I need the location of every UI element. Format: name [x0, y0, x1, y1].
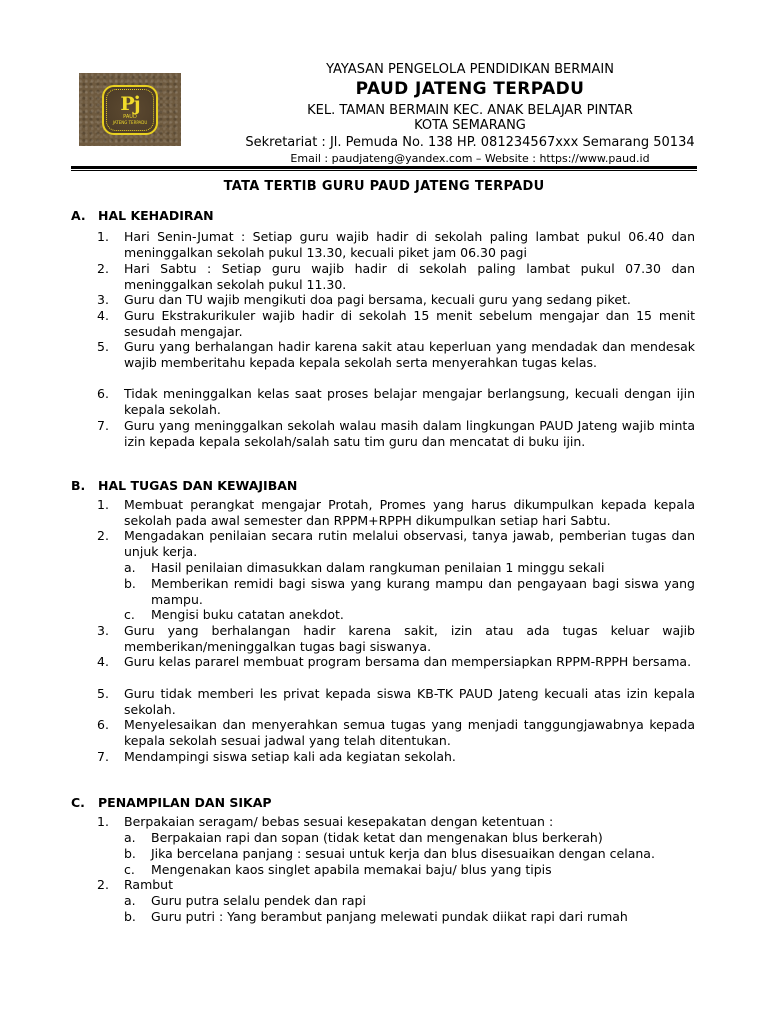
section-letter: C. [71, 795, 85, 810]
letterhead-city: KOTA SEMARANG [414, 118, 526, 133]
section-title: HAL TUGAS DAN KEWAJIBAN [98, 478, 298, 493]
sub-item-text: Mengenakan kaos singlet apabila memakai baju/ blus yang tipis [151, 862, 552, 877]
item-text: Guru Ekstrakurikuler wajib hadir di sekolah 15 menit sebelum mengajar dan 15 menit sesudah mengajar. [124, 308, 695, 339]
sub-item-text: Guru putri : Yang berambut panjang melewati pundak diikat rapi dari rumah [151, 909, 628, 924]
list-item [97, 339, 695, 370]
header-divider-thin [71, 170, 697, 171]
list-item [97, 261, 695, 292]
list-item [97, 418, 695, 449]
section-heading [71, 795, 272, 810]
section-title: PENAMPILAN DAN SIKAP [98, 795, 272, 810]
letterhead-secretariat: Sekretariat : Jl. Pemuda No. 138 HP. 081234567xxx Semarang 50134 [245, 135, 695, 150]
item-number: 1. [97, 229, 109, 244]
list-item [97, 623, 695, 654]
list-item [97, 686, 695, 717]
sub-item [124, 909, 695, 925]
section-title: HAL KEHADIRAN [98, 208, 214, 223]
list-item [97, 292, 695, 308]
item-number: 1. [97, 497, 109, 512]
school-logo [79, 73, 181, 146]
list-item [97, 497, 695, 528]
header-divider-thick [71, 166, 697, 169]
list-item [97, 386, 695, 417]
sub-item-letter: b. [124, 576, 136, 591]
list-item [97, 654, 695, 670]
item-text: Hari Sabtu : Setiap guru wajib hadir di sekolah paling lambat pukul 07.30 dan meninggalkan sekolah pukul 11.30. [124, 261, 695, 292]
logo-mark: Pj [120, 92, 140, 115]
item-text: Berpakaian seragam/ bebas sesuai kesepakatan dengan ketentuan : [124, 814, 554, 829]
sub-item-letter: c. [124, 607, 135, 622]
item-text: Rambut [124, 877, 174, 892]
list-item [97, 814, 695, 830]
item-number: 6. [97, 717, 109, 732]
sub-item [124, 830, 695, 846]
list-item [97, 528, 695, 559]
list-item [97, 717, 695, 748]
item-text: Guru yang berhalangan hadir karena sakit, izin atau ada tugas keluar wajib memberikan/meninggalkan tugas bagi siswanya. [124, 623, 695, 654]
section-heading [71, 478, 297, 493]
item-text: Guru yang meninggalkan sekolah walau masih dalam lingkungan PAUD Jateng wajib minta izin kepada kepala sekolah/salah satu tim guru dan mencatat di buku ijin. [124, 418, 695, 449]
logo-subtext: PAUD [123, 113, 137, 120]
item-text: Menyelesaikan dan menyerahkan semua tugas yang menjadi tanggungjawabnya kepada kepala sekolah sesuai jadwal yang telah ditentukan. [124, 717, 695, 748]
letterhead-contact: Email : paudjateng@yandex.com – Website : https://www.paud.id [290, 152, 650, 165]
item-number: 7. [97, 749, 109, 764]
item-number: 1. [97, 814, 109, 829]
sub-item-text: Guru putra selalu pendek dan rapi [151, 893, 366, 908]
item-number: 3. [97, 623, 109, 638]
list-item [97, 877, 695, 893]
sub-item [124, 560, 695, 576]
item-number: 4. [97, 308, 109, 323]
document-title: TATA TERTIB GURU PAUD JATENG TERPADU [223, 179, 545, 194]
section-letter: B. [71, 478, 86, 493]
item-text: Guru tidak memberi les privat kepada siswa KB-TK PAUD Jateng kecuali atas izin kepala sekolah. [124, 686, 695, 717]
sub-item [124, 862, 695, 878]
sub-item-text: Berpakaian rapi dan sopan (tidak ketat dan mengenakan blus berkerah) [151, 830, 603, 845]
item-number: 5. [97, 339, 109, 354]
item-number: 4. [97, 654, 109, 669]
sub-item-letter: a. [124, 560, 136, 575]
letterhead-school-name: PAUD JATENG TERPADU [355, 79, 585, 99]
sub-item-text: Memberikan remidi bagi siswa yang kurang mampu dan pengayaan bagi siswa yang mampu. [151, 576, 695, 607]
item-text: Guru dan TU wajib mengikuti doa pagi bersama, kecuali guru yang sedang piket. [124, 292, 631, 307]
sub-item-letter: a. [124, 830, 136, 845]
item-number: 5. [97, 686, 109, 701]
sub-item-letter: b. [124, 909, 136, 924]
item-text: Guru kelas pararel membuat program bersama dan mempersiapkan RPPM-RPPH bersama. [124, 654, 692, 669]
logo-tagline: JATENG TERPADU [112, 119, 148, 125]
sub-item-text: Jika bercelana panjang : sesuai untuk kerja dan blus disesuaikan dengan celana. [151, 846, 655, 861]
section-letter: A. [71, 208, 86, 223]
section-heading [71, 208, 214, 223]
item-number: 3. [97, 292, 109, 307]
sub-item [124, 607, 695, 623]
sub-item [124, 893, 695, 909]
sub-item-text: Hasil penilaian dimasukkan dalam rangkuman penilaian 1 minggu sekali [151, 560, 605, 575]
list-item [97, 308, 695, 339]
sub-item-letter: c. [124, 862, 135, 877]
logo-badge-icon [102, 85, 158, 135]
sub-item-text: Mengisi buku catatan anekdot. [151, 607, 344, 622]
item-text: Tidak meninggalkan kelas saat proses belajar mengajar berlangsung, kecuali dengan ijin kepala sekolah. [124, 386, 695, 417]
item-text: Mengadakan penilaian secara rutin melalui observasi, tanya jawab, pemberian tugas dan unjuk kerja. [124, 528, 695, 559]
item-text: Membuat perangkat mengajar Protah, Promes yang harus dikumpulkan kepada kepala sekolah pada awal semester dan RPPM+RPPH dikumpulkan setiap hari Sabtu. [124, 497, 695, 528]
letterhead-address: KEL. TAMAN BERMAIN KEC. ANAK BELAJAR PINTAR [307, 103, 633, 118]
sub-item [124, 846, 695, 862]
sub-item-letter: b. [124, 846, 136, 861]
item-number: 2. [97, 877, 109, 892]
item-text: Mendampingi siswa setiap kali ada kegiatan sekolah. [124, 749, 456, 764]
sub-item [124, 576, 695, 607]
item-number: 2. [97, 261, 109, 276]
list-item [97, 229, 695, 260]
letterhead-foundation: YAYASAN PENGELOLA PENDIDIKAN BERMAIN [326, 62, 614, 77]
item-number: 2. [97, 528, 109, 543]
list-item [97, 749, 695, 765]
item-text: Guru yang berhalangan hadir karena sakit atau keperluan yang mendadak dan mendesak wajib memberitahu kepada kepala sekolah serta menyerahkan tugas kelas. [124, 339, 695, 370]
sub-item-letter: a. [124, 893, 136, 908]
item-number: 7. [97, 418, 109, 433]
item-text: Hari Senin-Jumat : Setiap guru wajib hadir di sekolah paling lambat pukul 06.40 dan meninggalkan sekolah pukul 13.30, kecuali piket jam 06.30 pagi [124, 229, 695, 260]
item-number: 6. [97, 386, 109, 401]
